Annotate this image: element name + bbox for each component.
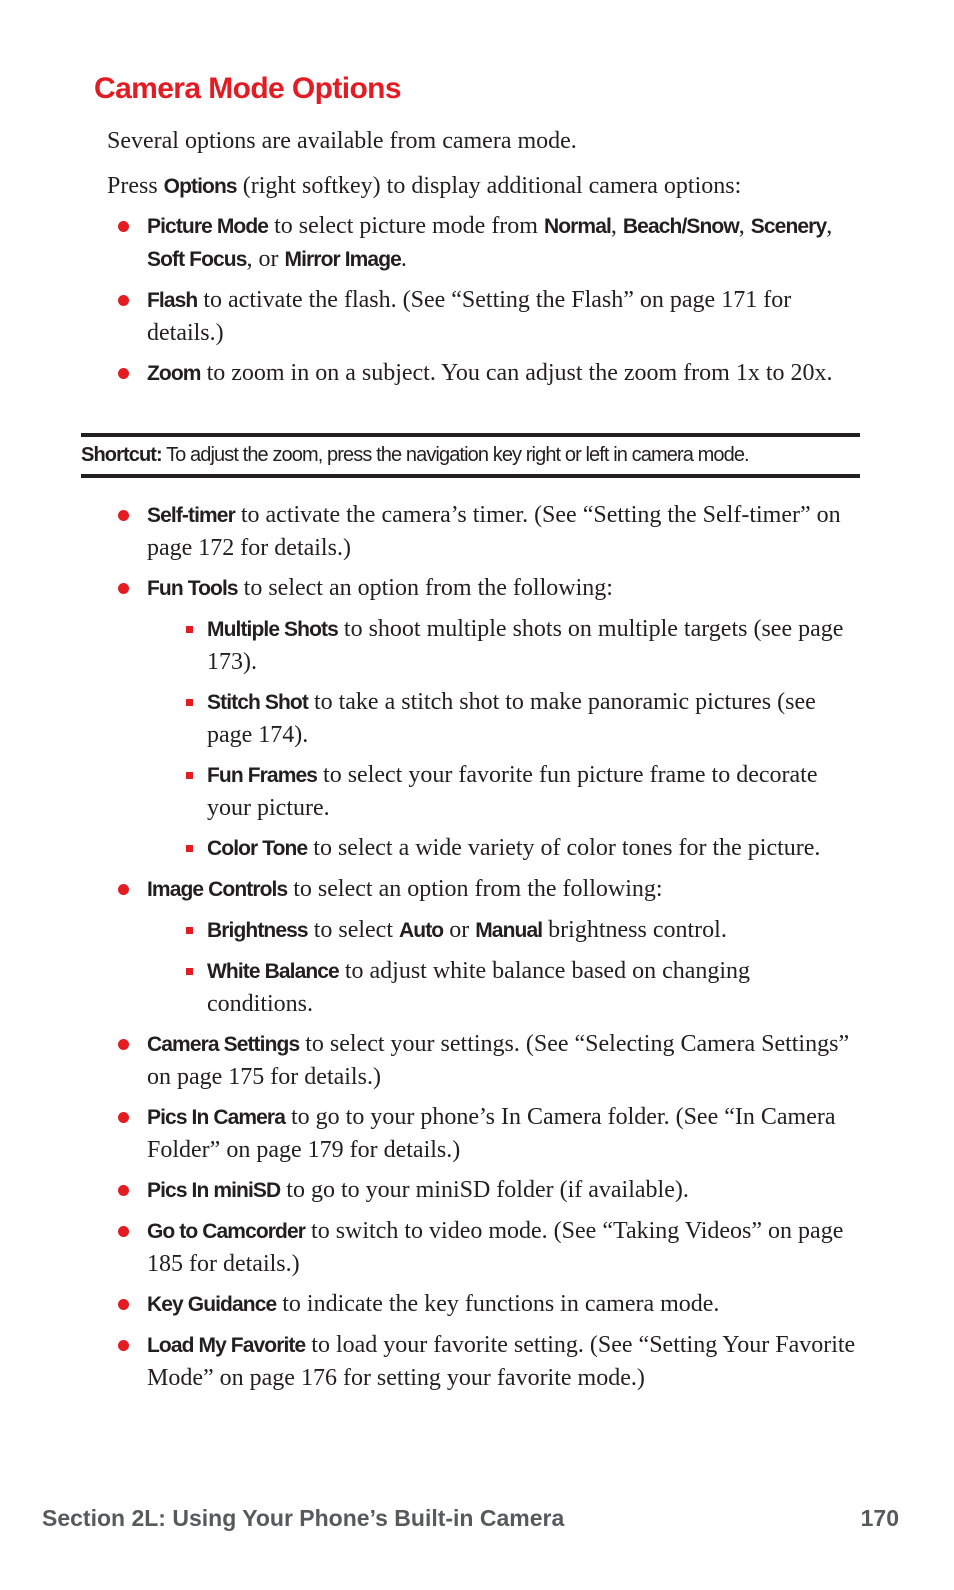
intro-paragraph: Several options are available from camera mode. [107,128,577,154]
square-bullet-icon [186,968,193,975]
option-term: Options [163,175,237,198]
sub-list-item [207,686,862,751]
option-term: Stitch Shot [207,691,308,714]
list-item [147,210,862,276]
text-run: to select your settings. (See “Selecting Camera Settings” on page 175 for details.) [147,1031,850,1090]
bullet-icon [118,1299,129,1310]
sub-list-item [207,832,862,865]
list-item [147,1028,862,1093]
text-run: to go to your miniSD folder (if available). [280,1177,689,1203]
text-run: to select your favorite fun picture frame to decorate your picture. [207,762,818,821]
option-term: Camera Settings [147,1033,300,1056]
text-run: to zoom in on a subject. You can adjust the zoom from 1x to 20x. [200,360,833,386]
sub-list-item [207,955,862,1020]
text-run: to activate the flash. (See “Setting the Flash” on page 171 for details.) [147,287,792,346]
sub-list [147,914,862,1020]
sub-list-item [207,759,862,824]
text-run: . [400,246,407,272]
bullet-icon [118,1185,129,1196]
option-term: Pics In miniSD [147,1179,281,1202]
option-term: Auto [399,919,444,942]
text-run: to go to your phone’s In Camera folder. (See “In Camera Folder” on page 179 for details.) [147,1104,836,1163]
list-item [147,572,862,865]
options-list-1 [147,210,862,398]
text-run: to select an option from the following: [237,575,613,601]
text-run: , [610,213,623,239]
text-run: Press [107,173,164,199]
square-bullet-icon [186,845,193,852]
option-term: Key Guidance [147,1293,277,1316]
option-term: Fun Frames [207,764,318,787]
option-term: Manual [475,919,543,942]
square-bullet-icon [186,927,193,934]
list-item [147,1215,862,1280]
option-term: Color Tone [207,837,308,860]
option-term: Brightness [207,919,308,942]
text-run: or [443,917,476,943]
option-term: Scenery [750,215,827,238]
option-term: Load My Favorite [147,1334,306,1357]
text-run: to adjust white balance based on changing conditions. [207,958,751,1017]
page-number: 170 [860,1505,899,1531]
bullet-icon [118,583,129,594]
option-term: Pics In Camera [147,1106,285,1129]
text-run: , [826,213,833,239]
page-title: Camera Mode Options [94,72,401,105]
list-item [147,357,862,390]
text-run: , or [246,246,285,272]
text-run: to select [307,917,399,943]
list-item [147,1288,862,1321]
shortcut-label: Shortcut: [81,444,162,466]
shortcut-text: To adjust the zoom, press the navigation key right or left in camera mode. [161,444,749,466]
bullet-icon [118,295,129,306]
footer-section: Section 2L: Using Your Phone’s Built-in Camera [42,1505,565,1531]
option-term: Soft Focus [147,248,247,271]
text-run: to select an option from the following: [287,876,663,902]
option-term: Flash [147,289,198,312]
text-run: to select picture mode from [268,213,544,239]
sub-list-item [207,914,862,947]
text-run: (right softkey) to display additional camera options: [236,173,742,199]
press-options-paragraph [107,170,867,203]
sub-list-item [207,613,862,678]
text-run: brightness control. [542,917,727,943]
option-term: Picture Mode [147,215,269,238]
bullet-icon [118,221,129,232]
list-item [147,284,862,349]
option-term: Mirror Image [284,248,401,271]
list-item [147,499,862,564]
list-item [147,1329,862,1394]
bullet-icon [118,368,129,379]
bullet-icon [118,1226,129,1237]
sub-list [147,613,862,865]
bullet-icon [118,510,129,521]
options-list-2 [147,499,862,1402]
text-run: to take a stitch shot to make panoramic pictures (see page 174). [207,689,816,748]
shortcut-note [81,433,860,478]
bullet-icon [118,1039,129,1050]
text-run: to indicate the key functions in camera mode. [276,1291,720,1317]
list-item [147,1101,862,1166]
option-term: Go to Camcorder [147,1220,306,1243]
text-run: to load your favorite setting. (See “Setting Your Favorite Mode” on page 176 for setting your favorite mode.) [147,1332,856,1391]
text-run: to select a wide variety of color tones for the picture. [307,835,821,861]
option-term: Fun Tools [147,577,238,600]
list-item [147,873,862,1020]
option-term: Zoom [147,362,201,385]
text-run: to activate the camera’s timer. (See “Setting the Self-timer” on page 172 for details.) [147,502,841,561]
square-bullet-icon [186,699,193,706]
option-term: Image Controls [147,878,288,901]
option-term: White Balance [207,960,339,983]
bullet-icon [118,884,129,895]
option-term: Multiple Shots [207,618,338,641]
bullet-icon [118,1340,129,1351]
option-term: Self-timer [147,504,235,527]
text-run: to switch to video mode. (See “Taking Videos” on page 185 for details.) [147,1218,844,1277]
text-run: to shoot multiple shots on multiple targets (see page 173). [207,616,844,675]
list-item [147,1174,862,1207]
text-run: , [738,213,751,239]
square-bullet-icon [186,626,193,633]
bullet-icon [118,1112,129,1123]
square-bullet-icon [186,772,193,779]
option-term: Beach/Snow [622,215,739,238]
option-term: Normal [543,215,611,238]
